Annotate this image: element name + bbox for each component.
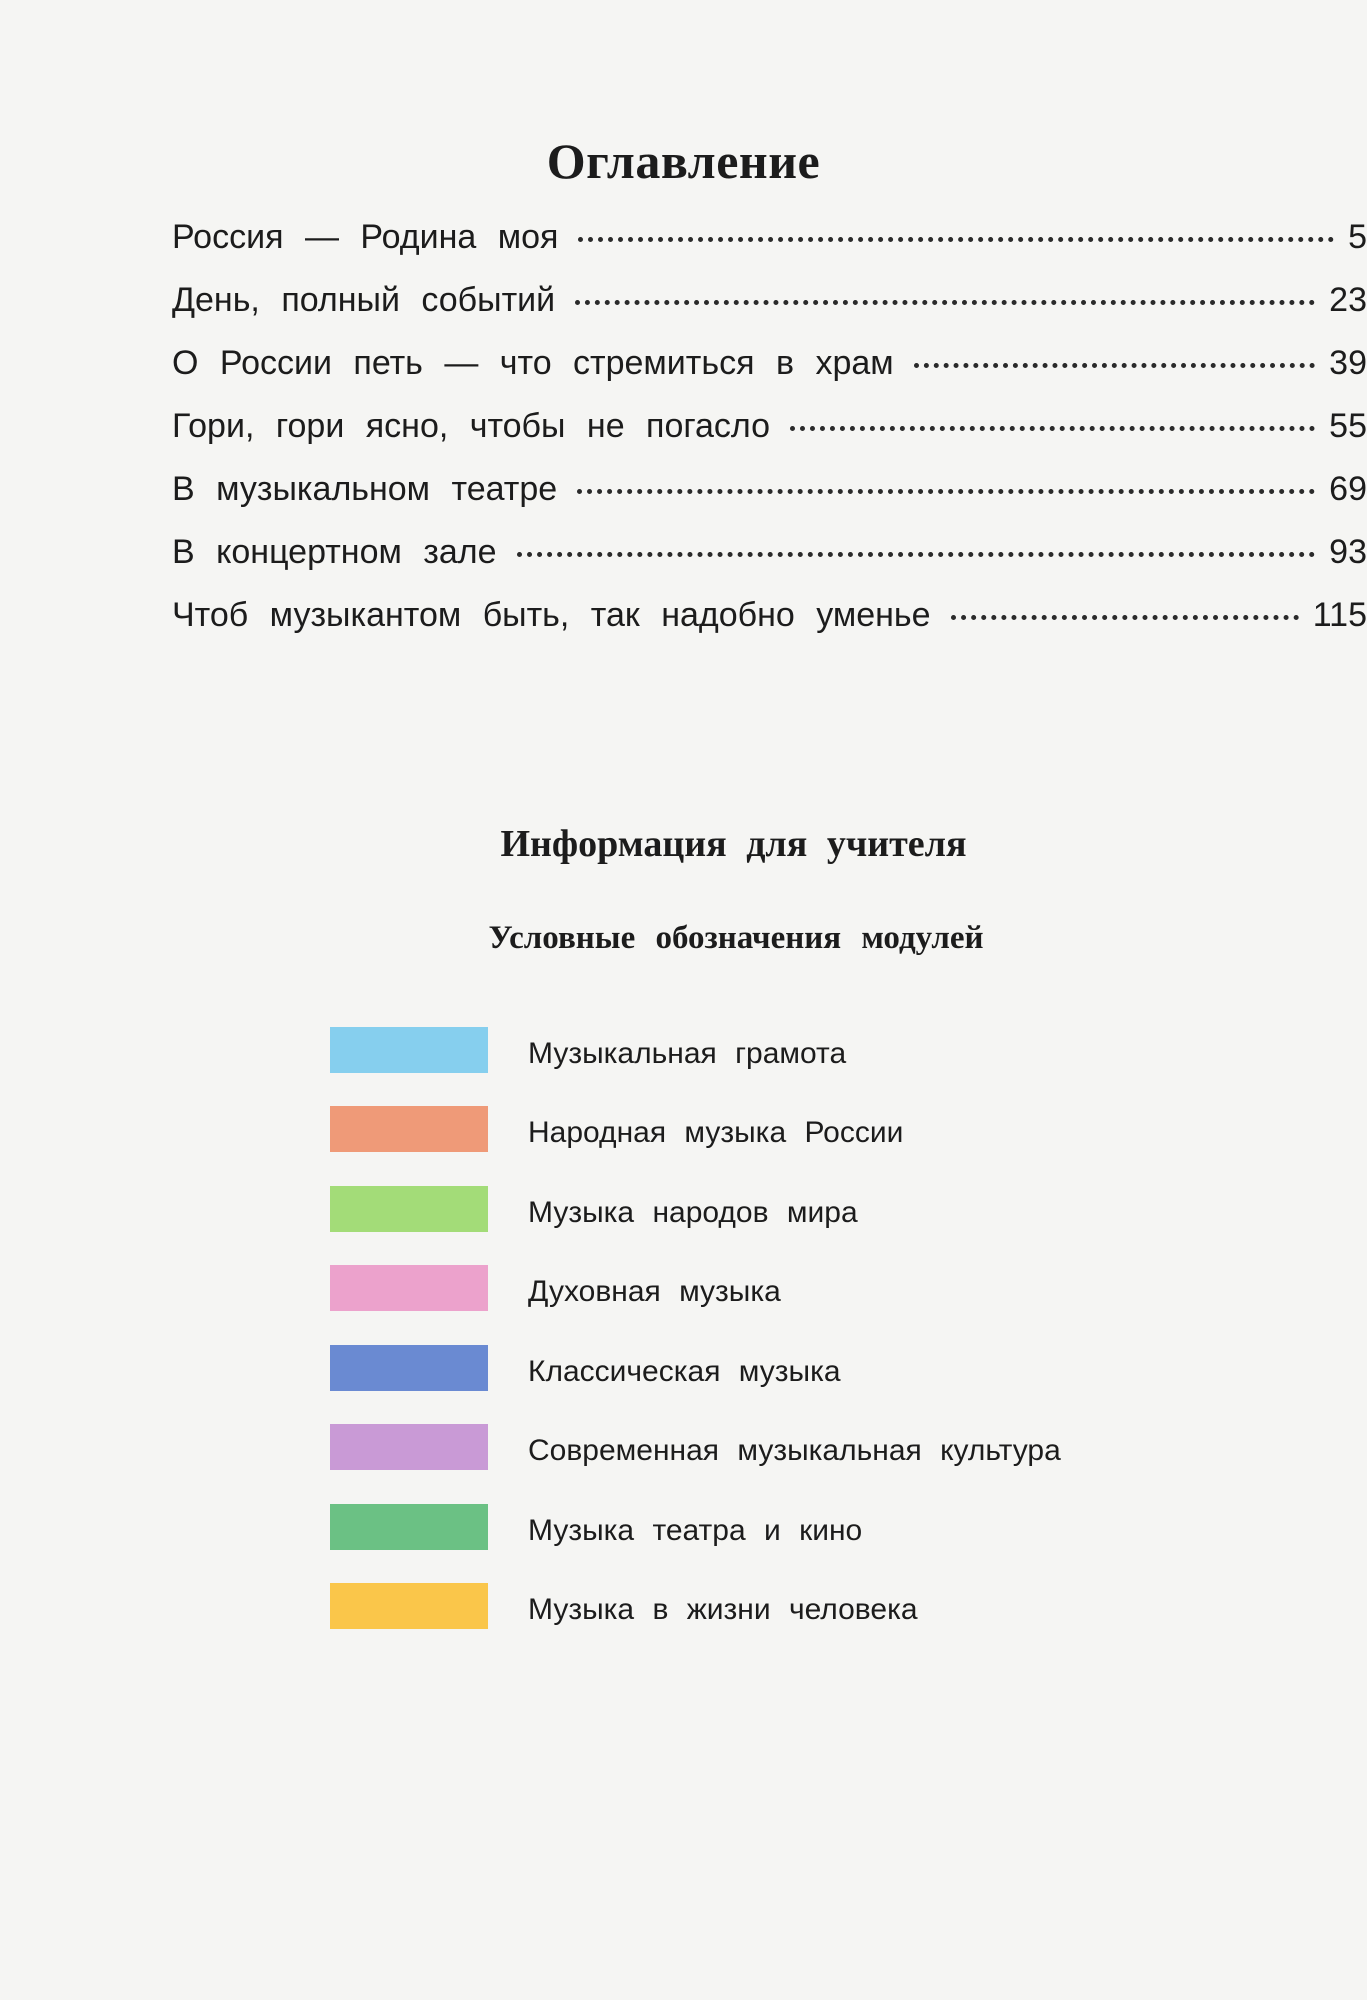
toc-entry[interactable] [172,596,1367,659]
legend-label: Музыкальная грамота [528,1036,847,1070]
color-swatch [330,1424,488,1470]
toc-entry[interactable] [172,470,1367,533]
toc-leader-dots [790,426,1315,431]
legend-label: Музыка театра и кино [528,1513,863,1547]
legend-label: Народная музыка России [528,1116,904,1150]
legend-item [330,1328,1061,1408]
toc-entry-label: В концертном зале [172,533,497,571]
legend-label: Духовная музыка [528,1275,781,1309]
legend-item [330,1408,1061,1488]
toc-entry[interactable] [172,407,1367,470]
toc-leader-dots [517,552,1316,557]
toc-entry-label: Гори, гори ясно, чтобы не погасло [172,407,771,445]
toc-entry-page: 55 [1329,407,1367,445]
color-swatch [330,1186,488,1232]
toc-entry-label: День, полный событий [172,281,556,319]
toc-entry-page: 93 [1329,533,1367,571]
toc-entry[interactable] [172,533,1367,596]
color-swatch [330,1583,488,1629]
toc-leader-dots [575,300,1315,305]
toc-entry-label: Чтоб музыкантом быть, так надобно уменье [172,596,931,634]
legend-label: Музыка народов мира [528,1195,858,1229]
toc-title: Оглавление [546,133,821,189]
toc-entry-label: В музыкальном театре [172,470,558,508]
color-swatch [330,1504,488,1550]
module-legend [330,1010,1061,1646]
color-swatch [330,1027,488,1073]
toc-entry-page: 115 [1312,596,1367,634]
toc-entry[interactable] [172,218,1367,281]
toc-entry-label: О России петь — что стремиться в храм [172,344,894,382]
toc-entry-page: 23 [1329,281,1367,319]
legend-item [330,1010,1061,1090]
toc-entry[interactable] [172,344,1367,407]
color-swatch [330,1106,488,1152]
legend-label: Классическая музыка [528,1354,841,1388]
toc-entry-page: 39 [1329,344,1367,382]
info-title: Информация для учителя [500,823,967,865]
legend-label: Современная музыкальная культура [528,1434,1061,1468]
legend-title: Условные обозначения модулей [488,920,984,956]
legend-item [330,1090,1061,1170]
legend-item [330,1249,1061,1329]
legend-item [330,1567,1061,1647]
legend-item [330,1487,1061,1567]
toc-list [172,218,1367,659]
color-swatch [330,1345,488,1391]
legend-item [330,1169,1061,1249]
toc-leader-dots [577,489,1315,494]
toc-entry-page: 69 [1329,470,1367,508]
legend-label: Музыка в жизни человека [528,1593,918,1627]
color-swatch [330,1265,488,1311]
toc-leader-dots [914,363,1316,368]
toc-entry[interactable] [172,281,1367,344]
toc-entry-label: Россия — Родина моя [172,218,559,256]
toc-leader-dots [951,615,1299,620]
toc-leader-dots [578,237,1334,242]
toc-entry-page: 5 [1348,218,1367,256]
